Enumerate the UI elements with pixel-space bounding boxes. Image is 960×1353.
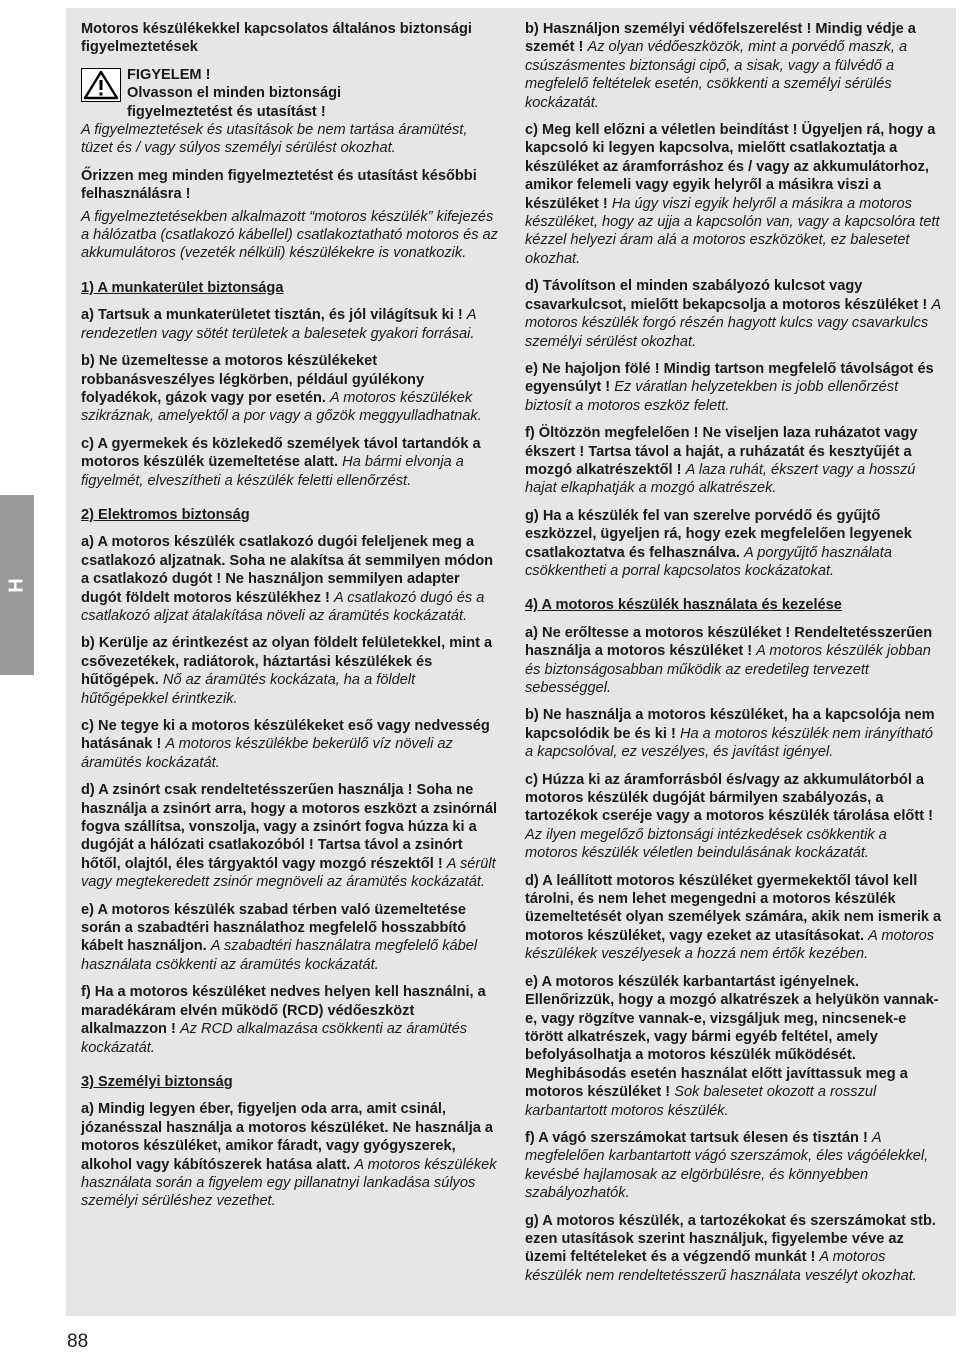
rule-3f: f) Öltözzön megfelelően ! Ne viseljen laza ruházatot vagy ékszert ! Tartsa távol a haját, a ruházatát és kesztyűjét a mozgó alkatrészektől ! A laza ruhát, ékszert vagy a hosszú hajat elkaphatják a mozgó alkatrészek. bbox=[525, 425, 918, 497]
rule-3d: d) Távolítson el minden szabályozó kulcsot vagy csavarkulcsot, mielőtt bekapcsolja a motoros készüléket ! A motoros készülék forgó részén hagyott kulcs vagy csavarkulcs személyi sérülést okozhat. bbox=[525, 278, 941, 350]
rule-3e: e) Ne hajoljon fölé ! Mindig tartson megfelelő távolságot és egyensúlyt ! Ez váratlan helyzetekben is jobb ellenőrzést biztosít a motoros eszköz felett. bbox=[525, 360, 934, 414]
keep-instructions: Őrizzen meg minden figyelmeztetést és utasítást későbbi felhasználásra ! bbox=[81, 167, 477, 203]
intro-paragraph: A figyelmeztetésekben alkalmazott “motoros készülék” kifejezés a hálózatba (csatlakozó kábellel) csatlakoztatható motoros és az akkumulátoros (vezeték nélküli) készülékekre is vonatkozik. bbox=[81, 208, 498, 262]
left-column bbox=[81, 20, 499, 1220]
rule-3c: c) Meg kell előzni a véletlen beindítást ! Ügyeljen rá, hogy a kapcsoló ki legyen kapcsolva, mielőtt csatlakoztatja a készüléket az áramforráshoz és / vagy az akkumulátorhoz, amikor felemeli vagy egyik helyről a másikra viszi a készüléket ! Ha úgy viszi egyik helyről a másikra a motoros készüléket, hogy az ujja a kapcsolón van, vagy a kapcsolóra tett kézzel helyezi áram alá a motoros eszközöket, ez balesetet okozhat. bbox=[525, 122, 940, 267]
rule-4d: d) A leállított motoros készüléket gyermekektől távol kell tárolni, és nem lehet megengedni a motoros készülék üzemeltetését olyan személyek számára, akik nem ismerik a motoros készüléket, vagy ezeket az utasításokat. A motoros készülékek veszélyesek a hozzá nem értők kezében. bbox=[525, 872, 942, 963]
warning-block bbox=[81, 66, 499, 121]
page-title: Motoros készülékekkel kapcsolatos általános biztonsági figyelmeztetések bbox=[81, 21, 472, 56]
rule-4b: b) Ne használja a motoros készüléket, ha a kapcsolója nem kapcsolódik be és ki ! Ha a motoros készülék nem irányítható a kapcsolóval, ez veszélyes, és javítást igényel. bbox=[525, 707, 935, 761]
rule-3a: a) Mindig legyen éber, figyeljen oda arra, amit csinál, józanésszal használja a motoros készüléket. Ne használja a motoros készüléket, amikor fáradt, vagy gyógyszerek, alkohol vagy kábítószerek hatása alatt. A motoros készülékek használata során a figyelem egy pillanatnyi lankadása súlyos személyi sérüléshez vezethet. bbox=[81, 1101, 497, 1210]
rule-2b: b) Kerülje az érintkezést az olyan földelt felületekkel, mint a csővezetékek, radiátorok, háztartási készülékek és hűtőgépek. Nő az áramütés kockázata, ha a földelt hűtőgépekkel érintkezik. bbox=[81, 635, 493, 707]
rule-4g: g) A motoros készülék, a tartozékokat és szerszámokat stb. ezen utasítások szerint használjuk, figyelembe véve az üzemi feltételeket és a végzendő munkát ! A motoros készülék nem rendeltetésszerű használata veszélyt okozhat. bbox=[525, 1212, 936, 1284]
warning-body: A figyelmeztetések és utasítások be nem tartása áramütést, tüzet és / vagy súlyos személyi sérülést okozhat. bbox=[81, 122, 468, 157]
warning-line: FIGYELEM ! bbox=[127, 66, 211, 83]
rule-2a: a) A motoros készülék csatlakozó dugói feleljenek meg a csatlakozó aljzatnak. Soha ne alakítsa át semmilyen módon a csatlakozó dugót ! Ne használjon semmilyen adapter dugót földelt motoros készülékhez ! A csatlakozó dugó és a csatlakozó aljzat átalakítása növeli az áramütés kockázatát. bbox=[81, 534, 494, 624]
page-number: 88 bbox=[67, 1331, 89, 1352]
rule-2d: d) A zsinórt csak rendeltetésszerűen használja ! Soha ne használja a zsinórt arra, hogy a motoros eszközt a zsinórnál fogva szállítsa, vonszolja, vagy a zsinórt fogva húzza ki a dugóját a hálózati csatlakozóból ! Tartsa távol a zsinórt hőtől, olajtól, éles tárgyaktól vagy mozgó részektől ! A sérült vagy megtekeredett zsinór megnöveli az áramütés kockázatát. bbox=[81, 782, 498, 891]
warning-line: figyelmeztetést és utasítást ! bbox=[127, 103, 326, 120]
rule-4f: f) A vágó szerszámokat tartsuk élesen és tisztán ! A megfelelően karbantartott vágó szerszámok, éles vágóélekkel, kevésbé hajlamosak az elgörbülésre, és könnyebben szabályozhatók. bbox=[525, 1129, 929, 1202]
rule-2e: e) A motoros készülék szabad térben való üzemeltetése során a szabadtéri használathoz megfelelő hosszabbító kábelt használjon. A szabadtéri használatra megfelelő kábel használata csökkenti az áramütés kockázatát. bbox=[81, 901, 478, 973]
language-side-tab bbox=[0, 495, 34, 675]
rule-1a: a) Tartsuk a munkaterületet tisztán, és jól világítsuk ki ! A rendezetlen vagy sötét területek a balesetek gyakori forrásai. bbox=[81, 307, 476, 342]
rule-4e: e) A motoros készülék karbantartást igényelnek. Ellenőrizzük, hogy a mozgó alkatrészek a helyükön vannak-e, vagy rögzítve vannak-e, vizsgáljuk meg, nincsenek-e törött alkatrészek, vagy bármi egyéb feltétel, amely befolyásolhatja a motoros készülék működését. Meghibásodás esetén használat előtt javíttassuk meg a motoros készüléket ! Sok balesetet okozott a rosszul karbantartott motoros készülék. bbox=[525, 973, 939, 1119]
rule-3g: g) Ha a készülék fel van szerelve porvédő és gyűjtő eszközzel, ügyeljen rá, hogy ezek megfelelően legyenek csatlakoztatva és felhasználva. A porgyűjtő használata csökkentheti a porral kapcsolatos kockázatokat. bbox=[525, 507, 912, 579]
section-heading-2: 2) Elektromos biztonság bbox=[81, 506, 250, 523]
language-tab-label: H bbox=[5, 577, 28, 593]
rule-1b: b) Ne üzemeltesse a motoros készülékeket robbanásveszélyes légkörben, például gyúlékony folyadékok, gázok vagy por esetén. A motoros készülékek szikráznak, amelyektől a por vagy a gőzök meggyulladhatnak. bbox=[81, 353, 482, 425]
content-panel bbox=[66, 8, 956, 1316]
section-heading-4: 4) A motoros készülék használata és kezelése bbox=[525, 597, 842, 614]
rule-4c: c) Húzza ki az áramforrásból és/vagy az akkumulátorból a motoros készülék dugóját bármilyen szabályozás, a tartozékok cseréje vagy a motoros készülék tárolása előtt ! Az ilyen megelőző biztonsági intézkedések csökkentik a motoros készülék véletlen beindulásának kockázatát. bbox=[525, 771, 933, 862]
warning-triangle-icon bbox=[81, 68, 121, 102]
rule-3b: b) Használjon személyi védőfelszerelést ! Mindig védje a szemét ! Az olyan védőeszközök, mint a porvédő maszk, a csúszásmentes biztonsági cipő, a sisak, vagy a fülvédő a megfelelő feltételek esetén, csökkenti a személyi sérülés kockázatát. bbox=[525, 21, 916, 111]
rule-4a: a) Ne erőltesse a motoros készüléket ! Rendeltetésszerűen használja a motoros készüléket ! A motoros készülék jobban és biztonságosabban működik az eredetileg tervezett sebességgel. bbox=[525, 624, 933, 696]
section-heading-1: 1) A munkaterület biztonsága bbox=[81, 279, 284, 296]
rule-2c: c) Ne tegye ki a motoros készülékeket eső vagy nedvesség hatásának ! A motoros készülékbe bekerülő víz növeli az áramütés kockázatát. bbox=[81, 718, 490, 771]
rule-2f: f) Ha a motoros készüléket nedves helyen kell használni, a maradékáram elvén működő (RCD) védőeszközt alkalmazzon ! Az RCD alkalmazása csökkenti az áramütés kockázatát. bbox=[81, 984, 486, 1056]
rule-1c: c) A gyermekek és közlekedő személyek távol tartandók a motoros készülék üzemeltetése alatt. Ha bármi elvonja a figyelmét, elveszítheti a készülék feletti ellenőrzést. bbox=[81, 435, 481, 489]
section-heading-3: 3) Személyi biztonság bbox=[81, 1073, 233, 1090]
warning-line: Olvasson el minden biztonsági bbox=[127, 85, 342, 102]
right-column bbox=[525, 20, 943, 1294]
